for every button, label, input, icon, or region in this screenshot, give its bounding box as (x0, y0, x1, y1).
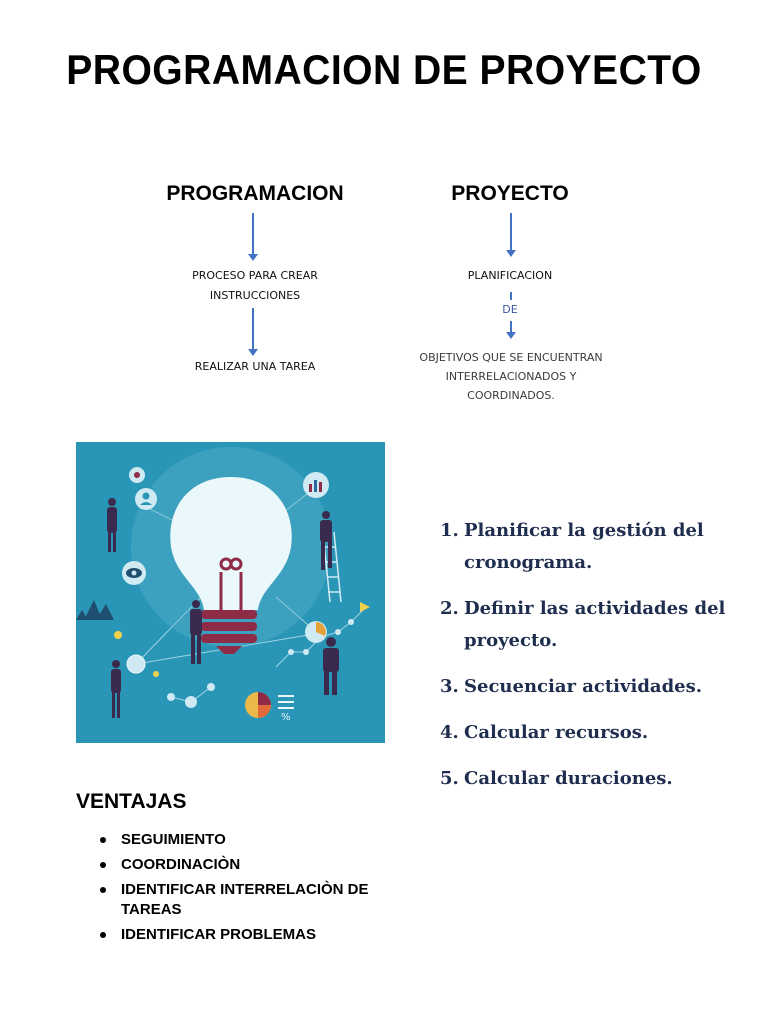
programacion-line-1: PROCESO PARA CREAR (192, 269, 318, 282)
list-item: IDENTIFICAR PROBLEMAS (98, 925, 398, 945)
step-number: 5. (440, 768, 459, 789)
list-item: COORDINACIÒN (98, 855, 398, 875)
step-number: 4. (440, 722, 459, 743)
proyecto-line-2: DE (502, 303, 518, 316)
programacion-heading: PROGRAMACION (166, 182, 344, 205)
arrow-down-icon (510, 213, 512, 251)
arrow-down-icon (252, 213, 254, 255)
ventajas-list (98, 830, 398, 950)
step-text: Calcular duraciones. (464, 768, 673, 789)
lightbulb-teamwork-illustration (76, 442, 385, 743)
proyecto-line-1: PLANIFICACION (467, 269, 553, 282)
page-title: PROGRAMACION DE PROYECTO (66, 46, 702, 93)
step-item (440, 717, 750, 749)
step-item (440, 763, 750, 795)
step-item (440, 671, 750, 703)
proyecto-line-4: INTERRELACIONADOS Y (445, 370, 577, 383)
step-number: 3. (440, 676, 459, 697)
arrow-down-icon (510, 321, 512, 333)
programacion-line-2: INSTRUCCIONES (209, 289, 301, 302)
step-number: 1. (440, 520, 459, 541)
programacion-line-3: REALIZAR UNA TAREA (194, 360, 316, 373)
step-item (440, 593, 750, 657)
step-text: Planificar la gestión del cronograma. (464, 520, 704, 573)
proyecto-line-5: COORDINADOS. (467, 389, 555, 402)
ventajas-heading: VENTAJAS (76, 790, 187, 813)
percent-label: % (281, 712, 291, 723)
proyecto-line-3: OBJETIVOS QUE SE ENCUENTRAN (419, 351, 603, 364)
step-text: Calcular recursos. (464, 722, 649, 743)
step-item (440, 515, 750, 579)
steps-list (440, 515, 750, 809)
connector-line (510, 292, 512, 300)
arrow-down-icon (252, 308, 254, 350)
list-item: SEGUIMIENTO (98, 830, 398, 850)
step-number: 2. (440, 598, 459, 619)
step-text: Secuenciar actividades. (464, 676, 703, 697)
step-text: Definir las actividades del proyecto. (464, 598, 726, 651)
proyecto-heading: PROYECTO (451, 182, 569, 205)
list-item: IDENTIFICAR INTERRELACIÒN DE TAREAS (98, 880, 371, 920)
